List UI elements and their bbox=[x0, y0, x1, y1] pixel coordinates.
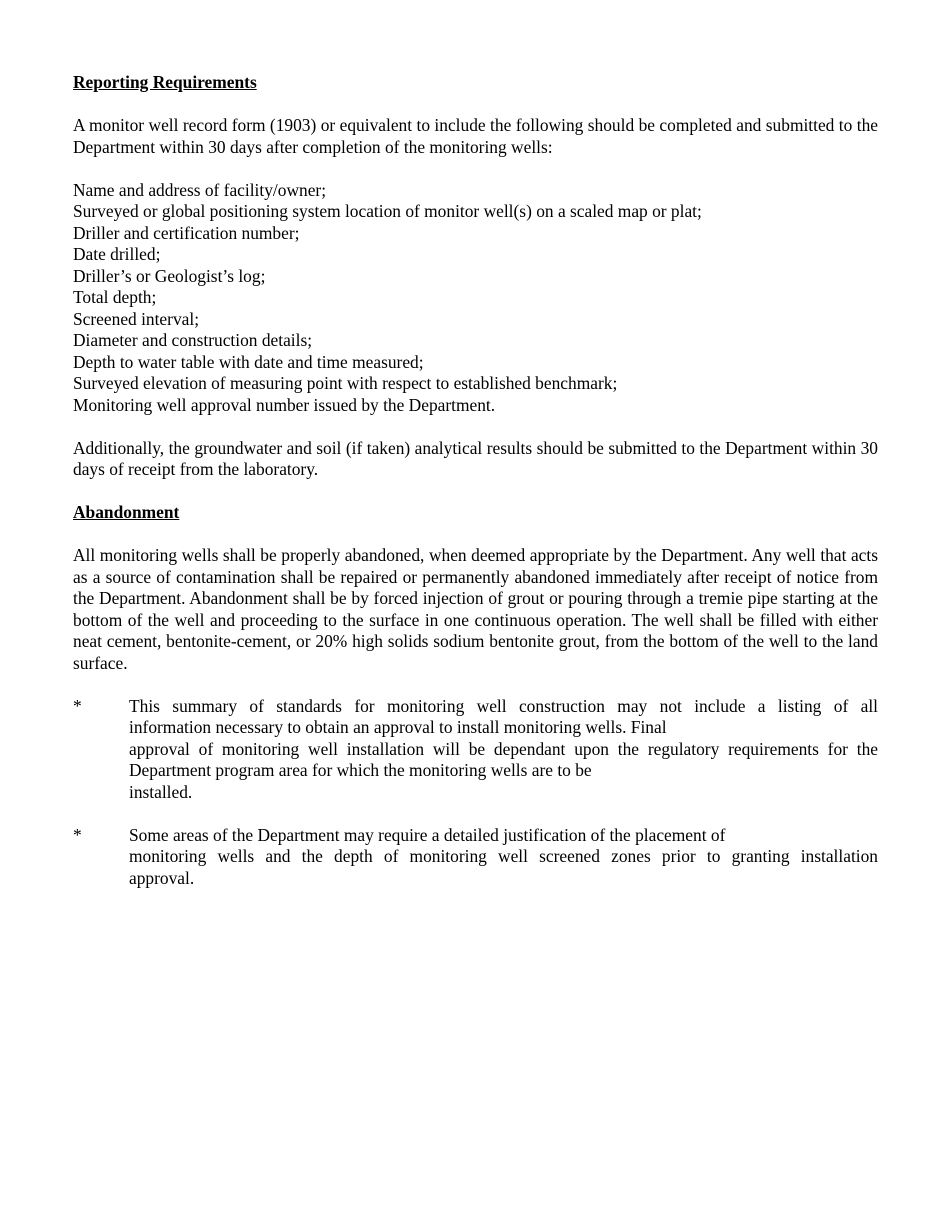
footnote-line: approval of monitoring well installation will be dependant upon the regulatory requirements for the bbox=[129, 738, 878, 759]
footnote-line: Department program area for which the monitoring wells are to be bbox=[129, 760, 592, 780]
footnote-line: installed. bbox=[129, 781, 193, 802]
reporting-additional-paragraph: Additionally, the groundwater and soil (if taken) analytical results should be submitted to the Department within 30 days of receipt from the laboratory. bbox=[73, 437, 878, 479]
reporting-items-list bbox=[73, 180, 878, 417]
list-item: Surveyed or global positioning system location of monitor well(s) on a scaled map or plat; bbox=[73, 201, 702, 221]
list-item: Date drilled; bbox=[73, 244, 161, 264]
list-item: Driller and certification number; bbox=[73, 222, 300, 243]
list-item: Screened interval; bbox=[73, 308, 200, 329]
footnote-line: This summary of standards for monitoring well construction may not include a listing of all bbox=[129, 695, 878, 716]
document-page bbox=[73, 72, 878, 889]
reporting-requirements-heading: Reporting Requirements bbox=[73, 72, 257, 92]
abandonment-heading: Abandonment bbox=[73, 502, 180, 522]
list-item: Driller’s or Geologist’s log; bbox=[73, 265, 266, 286]
footnote-line: information necessary to obtain an approval to install monitoring wells. Final bbox=[129, 717, 667, 737]
list-item: Total depth; bbox=[73, 287, 157, 307]
footnote-2 bbox=[73, 825, 878, 890]
footnote-marker: * bbox=[73, 695, 82, 716]
list-item: Depth to water table with date and time measured; bbox=[73, 351, 424, 372]
footnote-body bbox=[129, 825, 878, 890]
footnote-line: Some areas of the Department may require a detailed justification of the placement of bbox=[129, 824, 726, 845]
list-item: Surveyed elevation of measuring point with respect to established benchmark; bbox=[73, 373, 618, 393]
reporting-intro-paragraph: A monitor well record form (1903) or equivalent to include the following should be completed and submitted to the Department within 30 days after completion of the monitoring wells: bbox=[73, 115, 878, 157]
list-item: Monitoring well approval number issued by the Department. bbox=[73, 394, 496, 415]
list-item: Name and address of facility/owner; bbox=[73, 179, 327, 200]
footnote-marker: * bbox=[73, 824, 82, 845]
footnote-body bbox=[129, 696, 878, 804]
footnote-line: monitoring wells and the depth of monitoring well screened zones prior to granting installation bbox=[129, 846, 878, 866]
abandonment-paragraph: All monitoring wells shall be properly abandoned, when deemed appropriate by the Department. Any well that acts as a source of contamination shall be repaired or permanently abandoned immediately after receipt of notice from the Department. Abandonment shall be by forced injection of grout or pouring through a tremie pipe starting at the bottom of the well and proceeding to the surface in one continuous operation. The well shall be filled with either neat cement, bentonite-cement, or 20% high solids sodium bentonite grout, from the bottom of the well to the land surface. bbox=[73, 545, 878, 673]
list-item: Diameter and construction details; bbox=[73, 330, 313, 350]
footnote-1 bbox=[73, 696, 878, 804]
footnote-line: approval. bbox=[129, 867, 195, 888]
